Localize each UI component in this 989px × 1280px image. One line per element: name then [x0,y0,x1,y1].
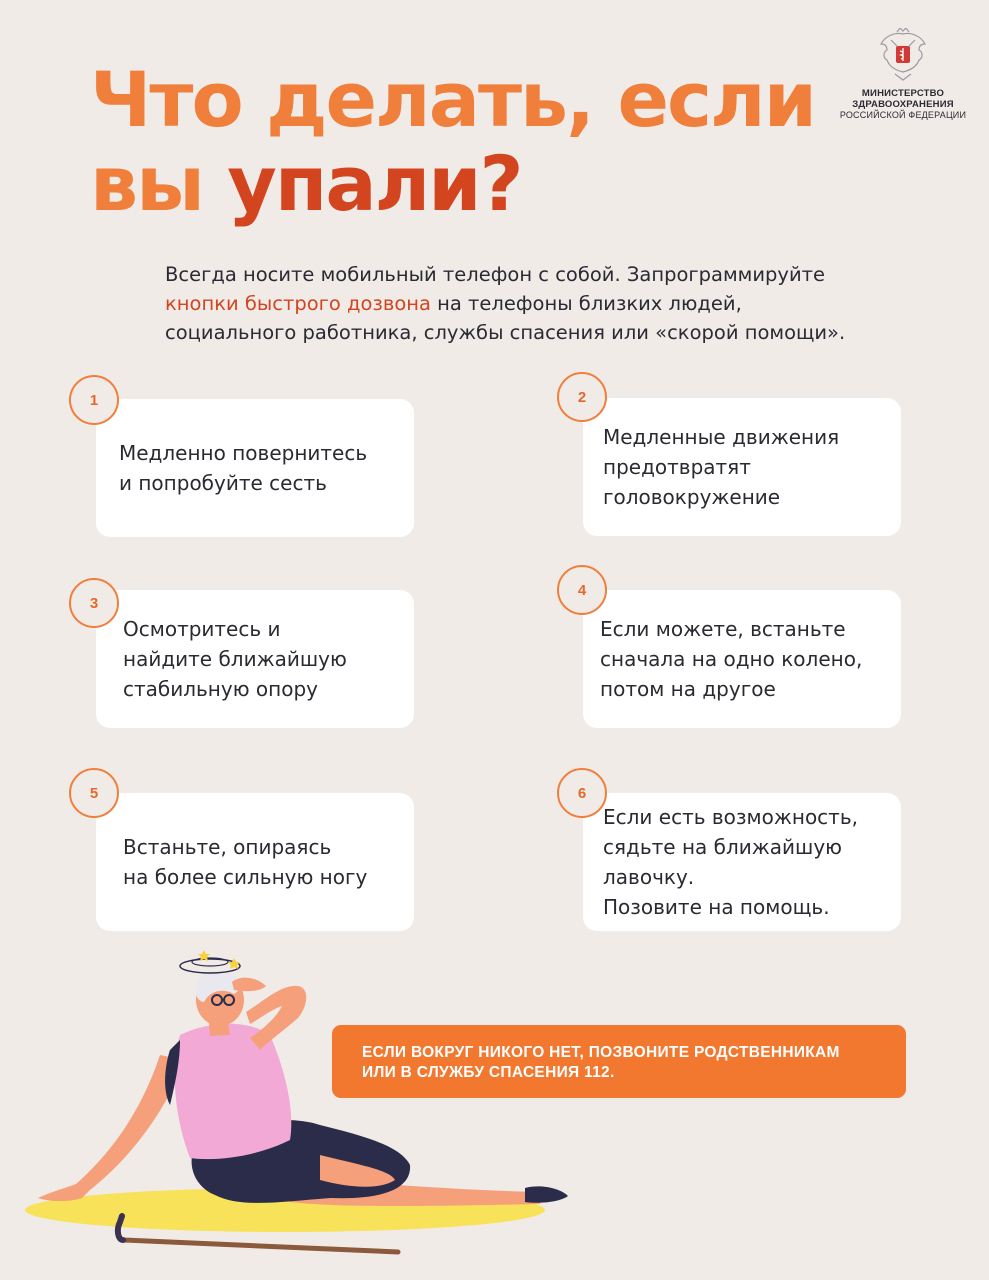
step-number-4: 4 [557,565,607,615]
intro-line-2 [165,289,925,318]
banner-line-2: ИЛИ В СЛУЖБУ СПАСЕНИЯ 112. [362,1064,615,1081]
step-text-4: Если можете, встаньте сначала на одно колено, потом на другое [600,617,863,701]
intro-paragraph [165,260,925,347]
logo-line-2: ЗДРАВООХРАНЕНИЯ [852,99,954,110]
title-word-vy: вы [90,139,228,228]
logo-line-1: МИНИСТЕРСТВО [861,88,945,99]
title-line-1: Что делать, если [90,55,815,144]
dizzy-stars-icon [180,950,240,973]
step-number-6: 6 [557,768,607,818]
fallen-woman-illustration [20,940,600,1260]
intro-line-1: Всегда носите мобильный телефон с собой. Запрограммируйте [165,263,826,286]
page-title [90,55,815,228]
intro-line-2-rest: на телефоны близких людей, [430,292,742,315]
step-text-2: Медленные движения предотвратят головокружение [603,425,840,509]
step-card-2 [583,398,901,536]
step-number-5: 5 [69,768,119,818]
ministry-emblem-icon [877,28,929,82]
step-card-3 [96,590,414,728]
title-word-upali: упали? [227,139,522,228]
intro-highlight: кнопки быстрого дозвона [165,292,431,315]
step-card-6 [583,793,901,931]
step-text-3: Осмотритесь и найдите ближайшую стабильную опору [123,617,347,701]
step-text-1: Медленно повернитесь и попробуйте сесть [119,441,368,495]
step-number-1: 1 [69,375,119,425]
title-line-2 [90,139,815,228]
logo-line-3: РОССИЙСКОЙ ФЕДЕРАЦИИ [839,110,967,120]
ministry-logo [836,28,970,121]
step-number-2: 2 [557,372,607,422]
intro-line-3: социального работника, службы спасения или «скорой помощи». [165,321,846,344]
step-card-1 [96,399,414,537]
step-card-5 [96,793,414,931]
step-card-4 [583,590,901,728]
step-text-5: Встаньте, опираясь на более сильную ногу [123,835,368,889]
banner-line-1: ЕСЛИ ВОКРУГ НИКОГО НЕТ, ПОЗВОНИТЕ РОДСТВЕННИКАМ [362,1044,840,1061]
step-number-3: 3 [69,578,119,628]
step-text-6: Если есть возможность, сядьте на ближайшую лавочку. Позовите на помощь. [603,805,858,919]
